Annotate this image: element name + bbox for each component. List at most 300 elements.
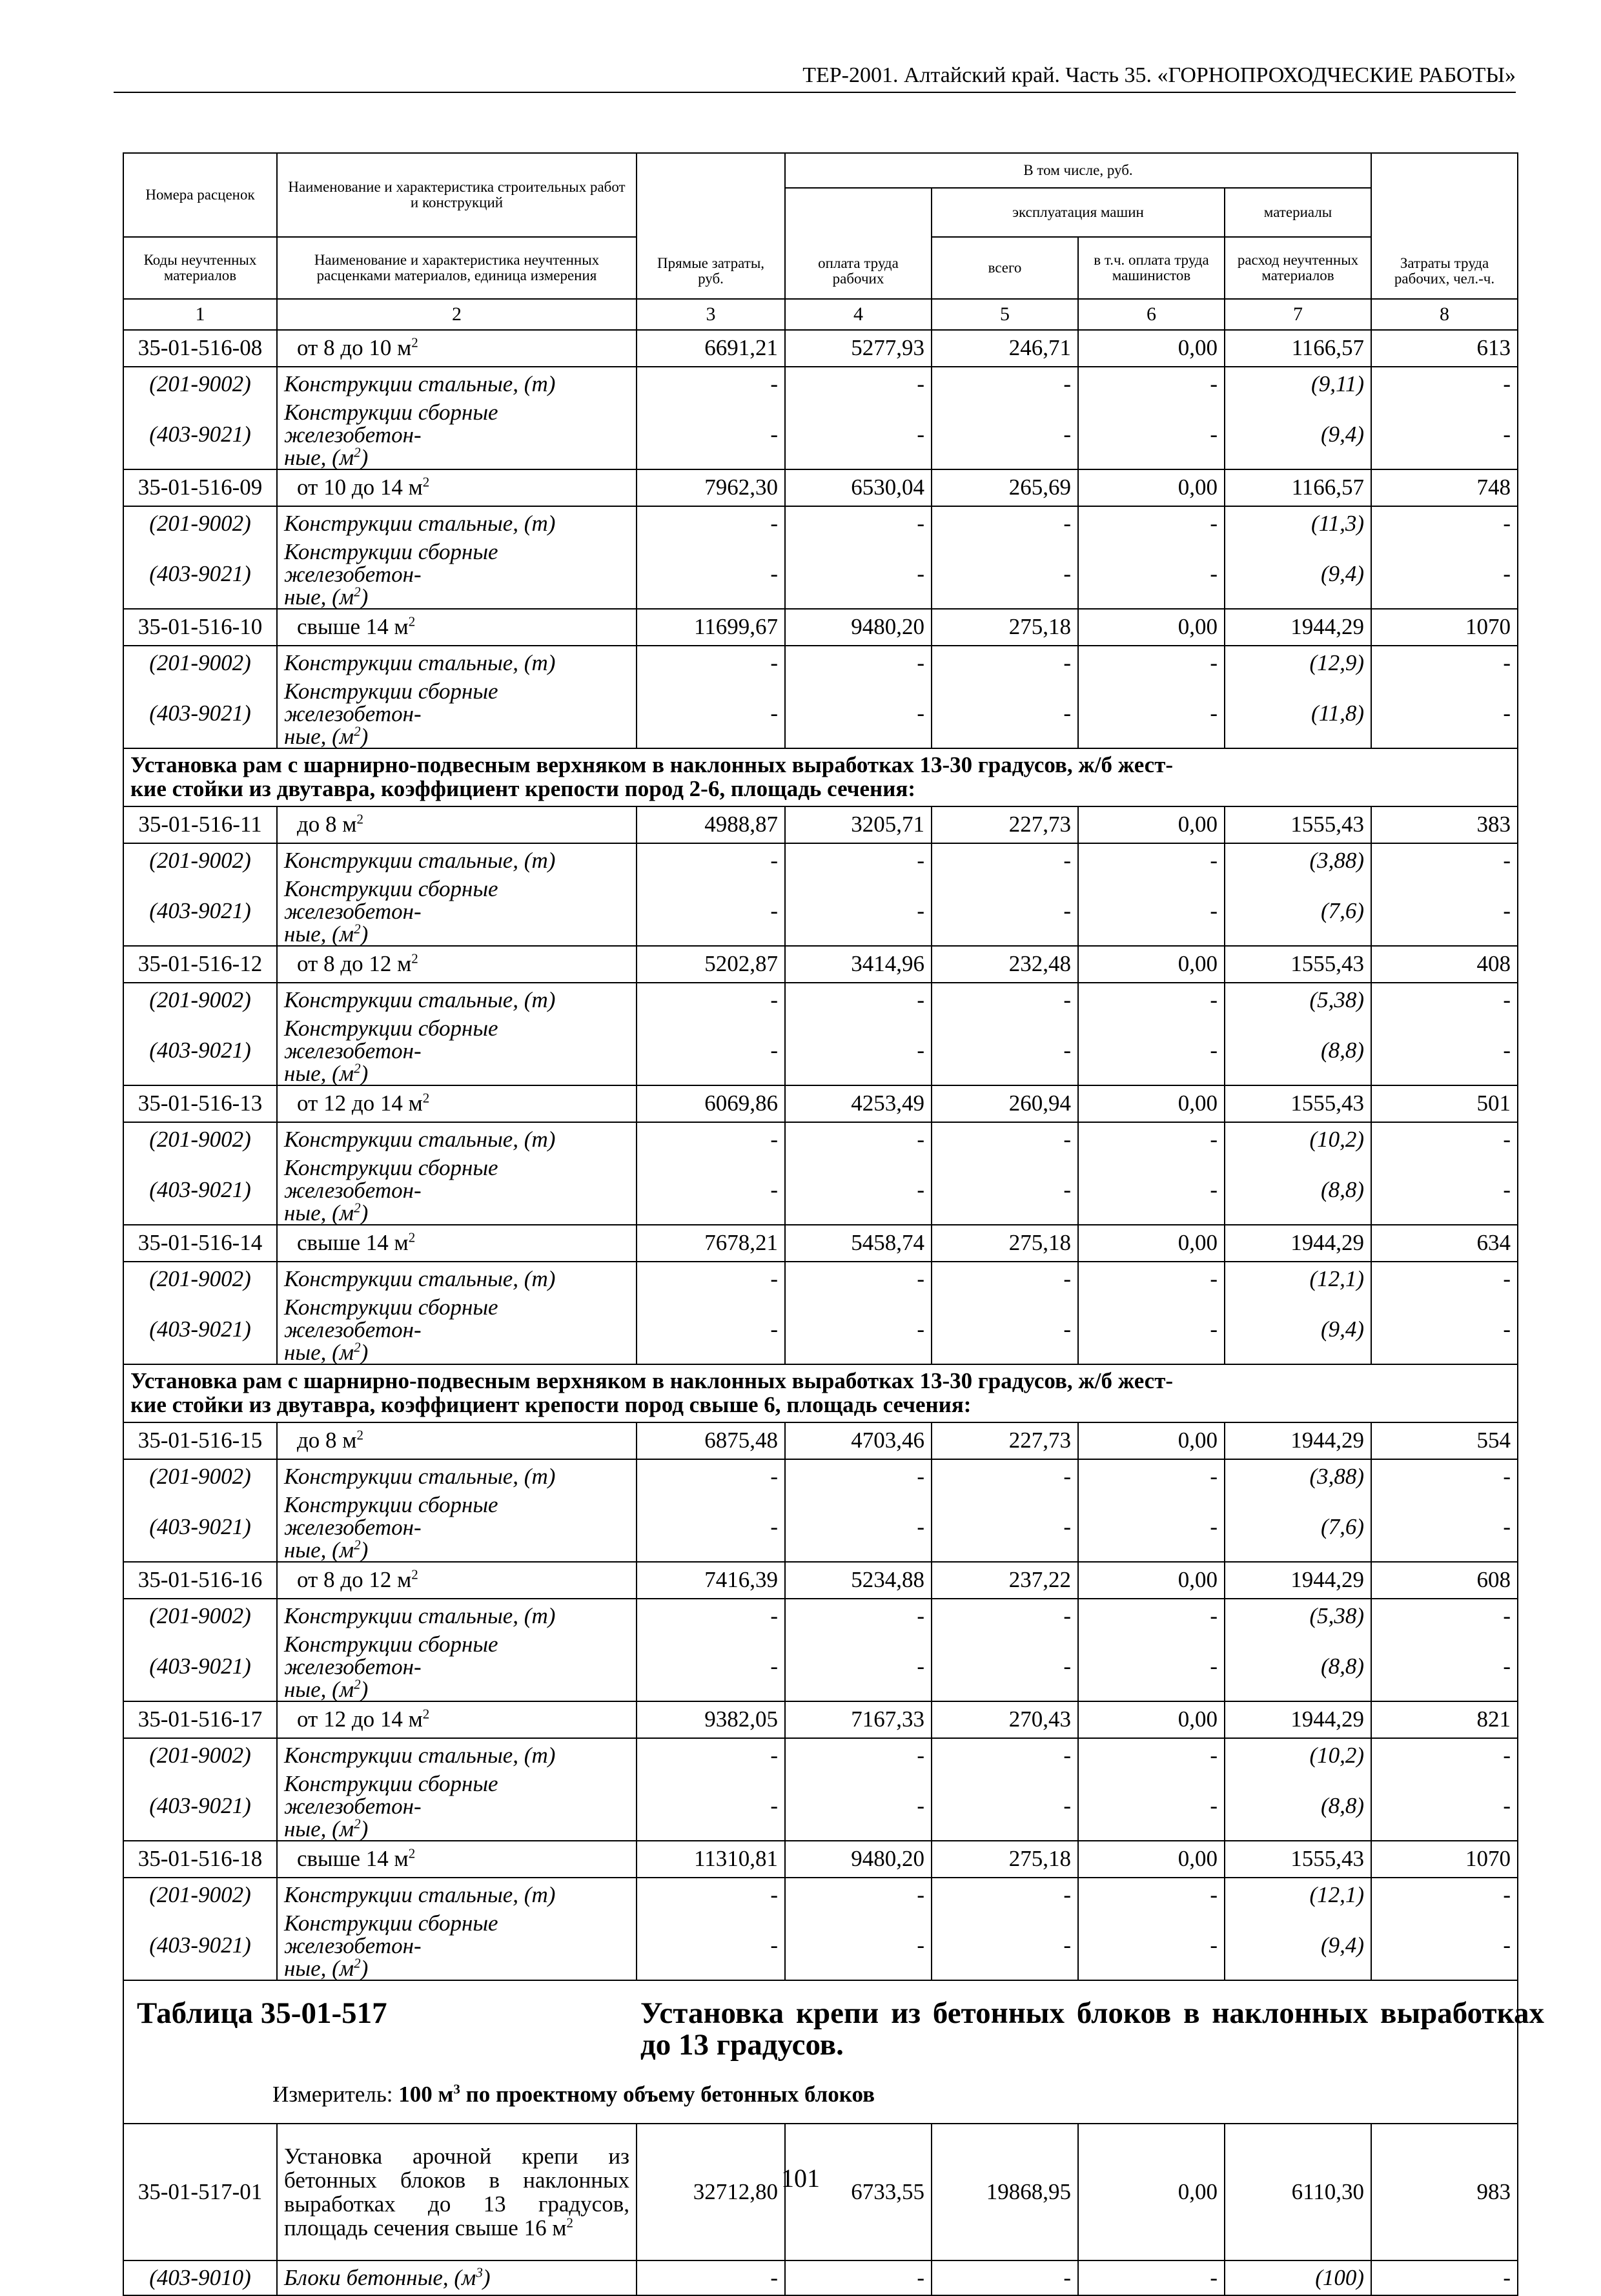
rows-group-2 bbox=[123, 806, 1518, 1364]
dash-cell: - bbox=[932, 1017, 1078, 1085]
labor-pay: 4253,49 bbox=[785, 1085, 932, 1122]
table-row bbox=[123, 1841, 1518, 1878]
dash-cell: - bbox=[1371, 1493, 1518, 1562]
table-row bbox=[123, 1422, 1518, 1459]
material-qty: (5,38) bbox=[1225, 983, 1371, 1017]
material-name-line: Конструкции сборные железобетон- bbox=[284, 539, 498, 587]
material-row bbox=[123, 506, 1518, 540]
col-number: 8 bbox=[1371, 299, 1518, 330]
dash-cell: - bbox=[637, 1122, 785, 1156]
material-name-sup: 2 bbox=[354, 1339, 361, 1355]
rate-name bbox=[277, 469, 637, 506]
material-name: Конструкции стальные, (т) bbox=[277, 646, 637, 680]
dash-cell: - bbox=[1078, 506, 1225, 540]
material-qty: (12,1) bbox=[1225, 1878, 1371, 1912]
material-name-line bbox=[284, 923, 629, 945]
material-name: Конструкции стальные, (т) bbox=[277, 506, 637, 540]
dash-cell: - bbox=[932, 1493, 1078, 1562]
material-qty: (9,4) bbox=[1225, 401, 1371, 469]
material-row bbox=[123, 646, 1518, 680]
material-code: (403-9021) bbox=[123, 877, 277, 946]
material-row bbox=[123, 1493, 1518, 1562]
material-code: (403-9021) bbox=[123, 1017, 277, 1085]
machines-total: 19868,95 bbox=[932, 2124, 1078, 2260]
dash-cell: - bbox=[637, 1296, 785, 1364]
material-row bbox=[123, 540, 1518, 609]
material-name-end: ) bbox=[360, 1340, 369, 1365]
rate-name-sup: 2 bbox=[356, 811, 363, 827]
col-number: 3 bbox=[637, 299, 785, 330]
rate-name bbox=[277, 1085, 637, 1122]
rate-name bbox=[277, 1422, 637, 1459]
dash-cell: - bbox=[1078, 2260, 1225, 2295]
material-row bbox=[123, 680, 1518, 748]
dash-cell: - bbox=[1371, 2260, 1518, 2295]
dash-cell: - bbox=[1371, 540, 1518, 609]
table-517-measure bbox=[272, 2083, 875, 2107]
measure-suffix: по проектному объему бетонных блоков bbox=[460, 2082, 875, 2107]
material-name-end: ) bbox=[482, 2264, 491, 2290]
material-name-line: Конструкции сборные железобетон- bbox=[284, 1016, 498, 1063]
material-qty: (3,88) bbox=[1225, 1459, 1371, 1493]
material-row bbox=[123, 367, 1518, 401]
labor-hours: 983 bbox=[1371, 2124, 1518, 2260]
direct-costs: 11699,67 bbox=[637, 609, 785, 646]
material-name bbox=[277, 540, 637, 609]
dash-cell: - bbox=[637, 680, 785, 748]
rate-name-sup: 2 bbox=[422, 1706, 430, 1722]
dash-cell: - bbox=[1078, 1912, 1225, 1980]
materials-cost: 1166,57 bbox=[1225, 330, 1371, 367]
material-name bbox=[277, 1772, 637, 1841]
rate-name-sup: 2 bbox=[356, 1427, 363, 1443]
material-row bbox=[123, 1878, 1518, 1912]
material-code: (201-9002) bbox=[123, 1459, 277, 1493]
materials-cost: 1555,43 bbox=[1225, 1085, 1371, 1122]
material-code: (201-9002) bbox=[123, 1122, 277, 1156]
dash-cell: - bbox=[785, 1878, 932, 1912]
machines-total: 227,73 bbox=[932, 1422, 1078, 1459]
rate-code: 35-01-516-17 bbox=[123, 1701, 277, 1738]
material-name-line bbox=[284, 1678, 629, 1701]
section-line: Установка рам с шарнирно-подвесным верхняком в наклонных выработках 13-30 градусов, ж/б жест- bbox=[130, 752, 1174, 778]
labor-hours: 1070 bbox=[1371, 1841, 1518, 1878]
material-name bbox=[277, 877, 637, 946]
material-name-sup: 2 bbox=[354, 921, 361, 937]
material-name-text: Блоки бетонные, (м bbox=[284, 2264, 476, 2290]
material-name-end: ) bbox=[360, 1061, 369, 1086]
direct-costs: 7678,21 bbox=[637, 1225, 785, 1262]
material-qty: (12,9) bbox=[1225, 646, 1371, 680]
dash-cell: - bbox=[932, 843, 1078, 877]
rate-code: 35-01-516-16 bbox=[123, 1562, 277, 1599]
direct-costs: 7962,30 bbox=[637, 469, 785, 506]
dash-cell: - bbox=[1371, 877, 1518, 946]
rate-name-text: от 12 до 14 м bbox=[297, 1091, 423, 1116]
rate-name-text: от 8 до 12 м bbox=[297, 951, 412, 977]
dash-cell: - bbox=[637, 367, 785, 401]
material-qty: (10,2) bbox=[1225, 1122, 1371, 1156]
material-name-end: ) bbox=[360, 1956, 369, 1981]
labor-hours: 383 bbox=[1371, 806, 1518, 843]
rate-name bbox=[277, 946, 637, 983]
machinists-pay: 0,00 bbox=[1078, 1085, 1225, 1122]
section-heading-1 bbox=[123, 748, 1518, 806]
col-number: 2 bbox=[277, 299, 637, 330]
table-row bbox=[123, 1562, 1518, 1599]
dash-cell: - bbox=[1371, 680, 1518, 748]
rate-name-text: от 8 до 12 м bbox=[297, 1567, 412, 1593]
dash-cell: - bbox=[1078, 540, 1225, 609]
dash-cell: - bbox=[785, 540, 932, 609]
labor-pay: 5234,88 bbox=[785, 1562, 932, 1599]
dash-cell: - bbox=[637, 843, 785, 877]
material-qty: (9,4) bbox=[1225, 1296, 1371, 1364]
dash-cell: - bbox=[1371, 1122, 1518, 1156]
measure-value bbox=[398, 2082, 875, 2107]
material-name-line bbox=[284, 1818, 629, 1840]
material-code: (403-9021) bbox=[123, 680, 277, 748]
machinists-pay: 0,00 bbox=[1078, 1701, 1225, 1738]
dash-cell: - bbox=[932, 367, 1078, 401]
dash-cell: - bbox=[1371, 1262, 1518, 1296]
rate-code: 35-01-517-01 bbox=[123, 2124, 277, 2260]
col-number: 6 bbox=[1078, 299, 1225, 330]
labor-hours: 554 bbox=[1371, 1422, 1518, 1459]
header-row-1 bbox=[123, 153, 1518, 188]
rate-name-text: от 8 до 10 м bbox=[297, 335, 412, 361]
material-row bbox=[123, 401, 1518, 469]
dash-cell: - bbox=[785, 646, 932, 680]
material-name-line bbox=[284, 1957, 629, 1980]
material-name-sup: 2 bbox=[354, 444, 361, 460]
material-row bbox=[123, 877, 1518, 946]
rate-name bbox=[277, 1562, 637, 1599]
col-name-top: Наименование и характеристика строительных работ и конструкций bbox=[277, 153, 637, 237]
col-machinists: в т.ч. оплата труда машинистов bbox=[1078, 237, 1225, 299]
materials-cost: 1944,29 bbox=[1225, 1422, 1371, 1459]
machinists-pay: 0,00 bbox=[1078, 469, 1225, 506]
dash-cell: - bbox=[932, 646, 1078, 680]
material-name bbox=[277, 1633, 637, 1701]
col-code-top: Номера расценок bbox=[123, 153, 277, 237]
material-name-sup: 2 bbox=[354, 1955, 361, 1971]
dash-cell: - bbox=[785, 877, 932, 946]
materials-cost: 1555,43 bbox=[1225, 1841, 1371, 1878]
dash-cell: - bbox=[1371, 1772, 1518, 1841]
rate-code: 35-01-516-11 bbox=[123, 806, 277, 843]
dash-cell: - bbox=[785, 367, 932, 401]
material-qty: (3,88) bbox=[1225, 843, 1371, 877]
measure-unit: 100 м bbox=[398, 2082, 454, 2107]
dash-cell: - bbox=[785, 506, 932, 540]
table-row bbox=[123, 1701, 1518, 1738]
material-name-text: ные, (м bbox=[284, 1537, 354, 1563]
dash-cell: - bbox=[1371, 506, 1518, 540]
material-qty: (10,2) bbox=[1225, 1738, 1371, 1772]
dash-cell: - bbox=[637, 506, 785, 540]
labor-pay: 6530,04 bbox=[785, 469, 932, 506]
machinists-pay: 0,00 bbox=[1078, 1562, 1225, 1599]
table-row bbox=[123, 946, 1518, 983]
material-name-sup: 2 bbox=[354, 1537, 361, 1553]
dash-cell: - bbox=[637, 1017, 785, 1085]
dash-cell: - bbox=[1371, 367, 1518, 401]
material-name-line bbox=[284, 725, 629, 748]
material-row bbox=[123, 1599, 1518, 1633]
material-name-line: Конструкции сборные железобетон- bbox=[284, 1771, 498, 1819]
dash-cell: - bbox=[1078, 1493, 1225, 1562]
table-517-title-block bbox=[124, 1981, 1544, 2123]
machinists-pay: 0,00 bbox=[1078, 2124, 1225, 2260]
col-number: 7 bbox=[1225, 299, 1371, 330]
material-name bbox=[277, 1156, 637, 1225]
material-row bbox=[123, 1122, 1518, 1156]
material-name-line: Конструкции сборные железобетон- bbox=[284, 400, 498, 447]
col-number: 1 bbox=[123, 299, 277, 330]
material-qty: (8,8) bbox=[1225, 1633, 1371, 1701]
section-heading-text bbox=[123, 1364, 1518, 1422]
machines-total: 270,43 bbox=[932, 1701, 1078, 1738]
col-labor-costs: Затраты труда рабочих, чел.-ч. bbox=[1371, 153, 1518, 299]
material-code: (403-9021) bbox=[123, 1912, 277, 1980]
material-code: (201-9002) bbox=[123, 843, 277, 877]
material-name bbox=[277, 1912, 637, 1980]
dash-cell: - bbox=[932, 401, 1078, 469]
material-name-sup: 2 bbox=[354, 1676, 361, 1692]
material-name-line: Конструкции сборные железобетон- bbox=[284, 1492, 498, 1540]
direct-costs: 32712,80 bbox=[637, 2124, 785, 2260]
material-name-text: ные, (м bbox=[284, 1200, 354, 1225]
col-number: 4 bbox=[785, 299, 932, 330]
labor-hours: 821 bbox=[1371, 1701, 1518, 1738]
material-code: (403-9021) bbox=[123, 1633, 277, 1701]
dash-cell: - bbox=[637, 1878, 785, 1912]
material-code: (403-9021) bbox=[123, 1772, 277, 1841]
dash-cell: - bbox=[1078, 1017, 1225, 1085]
material-qty: (11,3) bbox=[1225, 506, 1371, 540]
material-name-line bbox=[284, 1539, 629, 1561]
rate-name-sup: 2 bbox=[566, 2215, 573, 2231]
dash-cell: - bbox=[1078, 680, 1225, 748]
material-name-text: ные, (м bbox=[284, 584, 354, 610]
labor-pay: 7167,33 bbox=[785, 1701, 932, 1738]
material-name bbox=[277, 1296, 637, 1364]
dash-cell: - bbox=[637, 1262, 785, 1296]
materials-cost: 1944,29 bbox=[1225, 1225, 1371, 1262]
dash-cell: - bbox=[932, 2260, 1078, 2295]
material-name-end: ) bbox=[360, 1200, 369, 1225]
dash-cell: - bbox=[637, 646, 785, 680]
dash-cell: - bbox=[1078, 1262, 1225, 1296]
labor-pay: 9480,20 bbox=[785, 1841, 932, 1878]
dash-cell: - bbox=[932, 1633, 1078, 1701]
rate-name-text: свыше 14 м bbox=[297, 1230, 409, 1256]
dash-cell: - bbox=[1078, 367, 1225, 401]
dash-cell: - bbox=[932, 540, 1078, 609]
dash-cell: - bbox=[1371, 1738, 1518, 1772]
col-labor-pay: оплата труда рабочих bbox=[785, 188, 932, 299]
dash-cell: - bbox=[785, 1633, 932, 1701]
material-name-line bbox=[284, 1341, 629, 1364]
machinists-pay: 0,00 bbox=[1078, 609, 1225, 646]
dash-cell: - bbox=[1078, 877, 1225, 946]
dash-cell: - bbox=[637, 2260, 785, 2295]
dash-cell: - bbox=[1078, 1156, 1225, 1225]
dash-cell: - bbox=[932, 1122, 1078, 1156]
rate-code: 35-01-516-15 bbox=[123, 1422, 277, 1459]
material-code: (403-9021) bbox=[123, 1296, 277, 1364]
material-name-sup: 2 bbox=[354, 1200, 361, 1216]
col-machines-total: всего bbox=[932, 237, 1078, 299]
labor-hours: 608 bbox=[1371, 1562, 1518, 1599]
rate-name bbox=[277, 1841, 637, 1878]
material-name bbox=[277, 1017, 637, 1085]
dash-cell: - bbox=[1371, 843, 1518, 877]
materials-cost: 1944,29 bbox=[1225, 1701, 1371, 1738]
machinists-pay: 0,00 bbox=[1078, 1225, 1225, 1262]
material-name: Конструкции стальные, (т) bbox=[277, 983, 637, 1017]
dash-cell: - bbox=[1371, 646, 1518, 680]
dash-cell: - bbox=[1078, 1633, 1225, 1701]
material-name-text: ные, (м bbox=[284, 1956, 354, 1981]
dash-cell: - bbox=[785, 1493, 932, 1562]
rate-code: 35-01-516-12 bbox=[123, 946, 277, 983]
col-name-bottom: Наименование и характеристика неучтенных расценками материалов, единица измерения bbox=[277, 237, 637, 299]
material-name-sup: 2 bbox=[354, 1816, 361, 1832]
dash-cell: - bbox=[1371, 401, 1518, 469]
material-code: (403-9021) bbox=[123, 401, 277, 469]
material-name-line bbox=[284, 586, 629, 608]
labor-hours: 613 bbox=[1371, 330, 1518, 367]
machinists-pay: 0,00 bbox=[1078, 1422, 1225, 1459]
material-qty: (8,8) bbox=[1225, 1017, 1371, 1085]
material-code: (403-9021) bbox=[123, 1493, 277, 1562]
dash-cell: - bbox=[1371, 983, 1518, 1017]
direct-costs: 6691,21 bbox=[637, 330, 785, 367]
section-line: кие стойки из двутавра, коэффициент крепости пород свыше 6, площадь сечения: bbox=[130, 1392, 972, 1417]
dash-cell: - bbox=[785, 1599, 932, 1633]
dash-cell: - bbox=[785, 1738, 932, 1772]
material-name-line: Конструкции сборные железобетон- bbox=[284, 679, 498, 726]
material-name-sup: 2 bbox=[354, 584, 361, 600]
material-row bbox=[123, 1296, 1518, 1364]
material-row bbox=[123, 1156, 1518, 1225]
col-code-bottom: Коды неучтенных материалов bbox=[123, 237, 277, 299]
material-name-line bbox=[284, 1202, 629, 1224]
table-row bbox=[123, 1225, 1518, 1262]
table-517-title: Установка крепи из бетонных блоков в наклонных выработках до 13 градусов. bbox=[640, 1996, 1544, 2062]
dash-cell: - bbox=[1371, 1156, 1518, 1225]
dash-cell: - bbox=[1371, 1459, 1518, 1493]
rows-group-3 bbox=[123, 1422, 1518, 1980]
dash-cell: - bbox=[1078, 1459, 1225, 1493]
machines-total: 265,69 bbox=[932, 469, 1078, 506]
dash-cell: - bbox=[637, 1599, 785, 1633]
machinists-pay: 0,00 bbox=[1078, 330, 1225, 367]
dash-cell: - bbox=[1371, 1878, 1518, 1912]
material-name-end: ) bbox=[360, 1816, 369, 1841]
material-row bbox=[123, 983, 1518, 1017]
dash-cell: - bbox=[785, 1017, 932, 1085]
material-code: (201-9002) bbox=[123, 646, 277, 680]
dash-cell: - bbox=[785, 2260, 932, 2295]
dash-cell: - bbox=[932, 877, 1078, 946]
labor-pay: 3414,96 bbox=[785, 946, 932, 983]
machinists-pay: 0,00 bbox=[1078, 1841, 1225, 1878]
labor-hours: 501 bbox=[1371, 1085, 1518, 1122]
rate-name-text: до 8 м bbox=[297, 812, 357, 837]
material-name: Конструкции стальные, (т) bbox=[277, 1599, 637, 1633]
rate-code: 35-01-516-18 bbox=[123, 1841, 277, 1878]
direct-costs: 6875,48 bbox=[637, 1422, 785, 1459]
dash-cell: - bbox=[932, 983, 1078, 1017]
rate-name-text: от 10 до 14 м bbox=[297, 475, 423, 500]
dash-cell: - bbox=[1078, 1738, 1225, 1772]
material-qty: (9,4) bbox=[1225, 540, 1371, 609]
material-code: (201-9002) bbox=[123, 1738, 277, 1772]
measure-prefix: Измеритель: bbox=[272, 2082, 399, 2107]
material-name: Конструкции стальные, (т) bbox=[277, 1878, 637, 1912]
section-line: кие стойки из двутавра, коэффициент крепости пород 2-6, площадь сечения: bbox=[130, 776, 915, 801]
labor-hours: 1070 bbox=[1371, 609, 1518, 646]
dash-cell: - bbox=[1078, 1878, 1225, 1912]
rate-code: 35-01-516-14 bbox=[123, 1225, 277, 1262]
rate-code: 35-01-516-10 bbox=[123, 609, 277, 646]
materials-cost: 6110,30 bbox=[1225, 2124, 1371, 2260]
measure-sup: 3 bbox=[453, 2081, 460, 2097]
dash-cell: - bbox=[1371, 1633, 1518, 1701]
material-row bbox=[123, 1772, 1518, 1841]
col-machines: эксплуатация машин bbox=[932, 188, 1225, 237]
dash-cell: - bbox=[1371, 1017, 1518, 1085]
material-name bbox=[277, 2260, 637, 2295]
col-direct-costs: Прямые затраты, руб. bbox=[637, 153, 785, 299]
rate-name-sup: 2 bbox=[422, 474, 430, 490]
rate-name-sup: 2 bbox=[411, 950, 418, 967]
dash-cell: - bbox=[1078, 1599, 1225, 1633]
machines-total: 275,18 bbox=[932, 1841, 1078, 1878]
rate-name-text: свыше 14 м bbox=[297, 614, 409, 640]
material-code: (201-9002) bbox=[123, 1262, 277, 1296]
material-row bbox=[123, 1633, 1518, 1701]
material-qty: (9,4) bbox=[1225, 1912, 1371, 1980]
material-name-end: ) bbox=[360, 724, 369, 749]
labor-pay: 9480,20 bbox=[785, 609, 932, 646]
material-name: Конструкции стальные, (т) bbox=[277, 1459, 637, 1493]
material-qty: (11,8) bbox=[1225, 680, 1371, 748]
materials-cost: 1555,43 bbox=[1225, 806, 1371, 843]
rate-name-text: свыше 14 м bbox=[297, 1846, 409, 1872]
material-code: (201-9002) bbox=[123, 367, 277, 401]
material-qty: (9,11) bbox=[1225, 367, 1371, 401]
materials-cost: 1944,29 bbox=[1225, 609, 1371, 646]
machines-total: 275,18 bbox=[932, 609, 1078, 646]
dash-cell: - bbox=[637, 1633, 785, 1701]
material-name-text: ные, (м bbox=[284, 1677, 354, 1702]
material-qty: (8,8) bbox=[1225, 1156, 1371, 1225]
material-qty: (100) bbox=[1225, 2260, 1371, 2295]
material-name-text: ные, (м bbox=[284, 1340, 354, 1365]
material-name bbox=[277, 1493, 637, 1562]
table-517-label: Таблица 35-01-517 bbox=[137, 1996, 387, 2030]
dash-cell: - bbox=[1078, 1122, 1225, 1156]
material-name: Конструкции стальные, (т) bbox=[277, 367, 637, 401]
rate-code: 35-01-516-13 bbox=[123, 1085, 277, 1122]
dash-cell: - bbox=[785, 983, 932, 1017]
dash-cell: - bbox=[932, 506, 1078, 540]
column-numbers-row bbox=[123, 299, 1518, 330]
